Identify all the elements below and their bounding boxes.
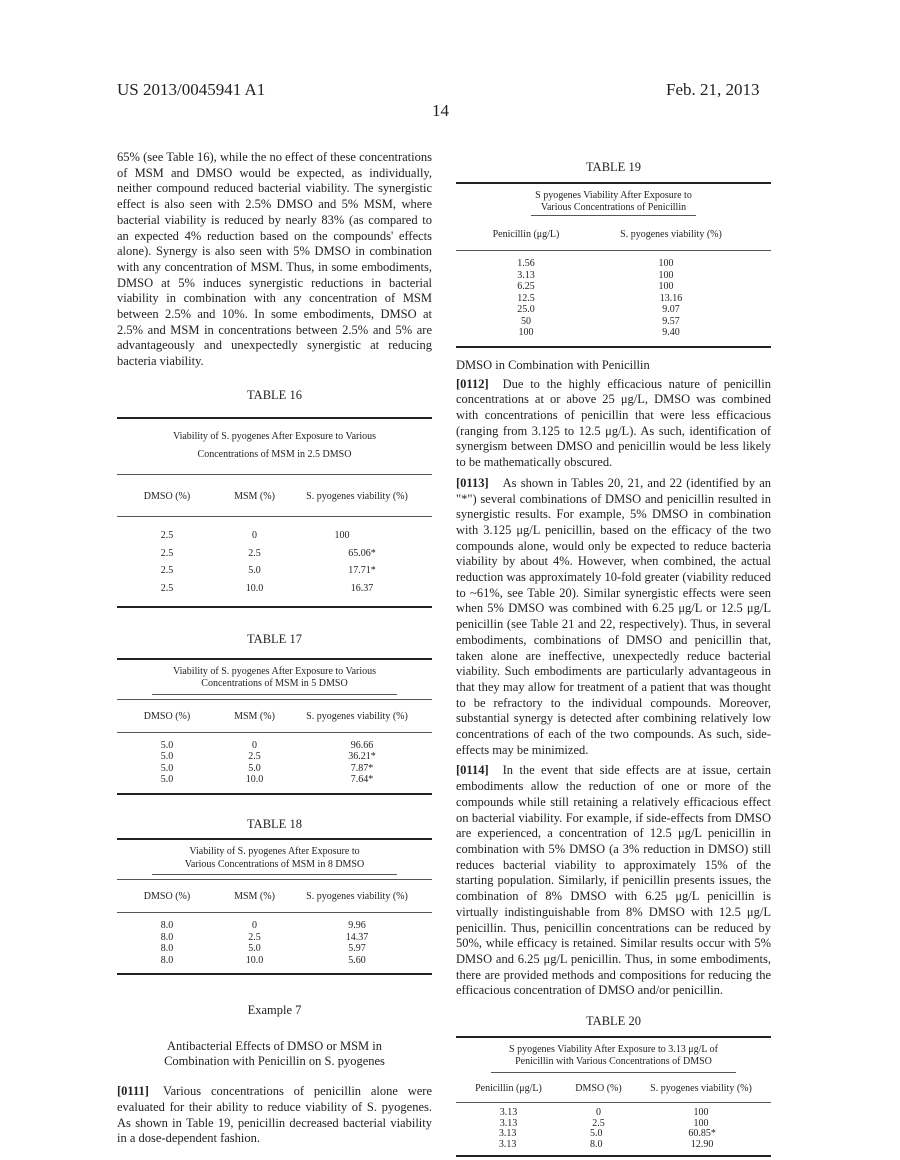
table-20	[456, 1036, 771, 1158]
table-header-row: DMSO (%) MSM (%) S. pyogenes viability (%)	[117, 474, 432, 518]
table-row: 8.0 0 9.96	[160, 920, 366, 932]
page-number: 14	[432, 101, 449, 120]
table-row: 5.0 0 96.66	[160, 739, 374, 751]
table-row: 8.0 2.5 14.37	[160, 931, 369, 943]
table-row: 3.13 5.0 60.85*	[498, 1128, 716, 1140]
table-17-caption: TABLE 17	[247, 632, 302, 647]
table-row: 25.0 9.07	[517, 304, 680, 316]
paragraph-0113: [0113] As shown in Tables 20, 21, and 22 (identified by an "*") several combinations of DMSO and penicillin resulted in synergistic results. For example, 5% DMSO in combination with 3.125 μg/L penicillin, based on the efficacy of the two compounds alone, would only be expected to reduce bacteria viability by about 4%. However, when combined, the actual reduction was approximately 10-fold greater (viability reduced to ~61%, see Table 20). Similar synergistic effects were seen when 5% DMSO was combined with 6.25 μg/L or 12.5 μg/L penicillin (see Table 21 and 22, respectively). Thus, in several embodiments, combinations of DMSO and penicillin that, taken alone are ineffective, unexpectedly reduce bacterial viability. Such embodiments are particularly advantageous in that they may allow for treatment of a patient that was thought to be refractory to the individual compounds. Moreover, substantial synergy is detected after combining relatively low concentrations of each of the two compounds. As such, side-effects may be minimized.	[456, 475, 771, 757]
table-16	[117, 417, 432, 609]
table-row: 6.25 100	[517, 281, 674, 293]
table-title: S pyogenes Viability After Exposure to 3.13 μg/L of Penicillin with Various Concentrations of DMSO	[509, 1043, 718, 1068]
table-row: 2.5 10.0 16.37	[160, 582, 374, 594]
table-18	[117, 838, 432, 975]
table-16-caption: TABLE 16	[247, 387, 302, 402]
table-row: 8.0 5.0 5.97	[160, 943, 366, 955]
table-row: 12.5 13.16	[517, 292, 683, 304]
table-19	[456, 182, 771, 348]
example-title: Antibacterial Effects of DMSO or MSM in Combination with Penicillin on S. pyogenes	[164, 1038, 385, 1069]
table-row: 5.0 10.0 7.64*	[160, 774, 374, 786]
publication-date: Feb. 21, 2013	[666, 80, 760, 99]
table-18-caption: TABLE 18	[247, 816, 302, 831]
table-header-row: Penicillin (μg/L) S. pyogenes viability (%)	[456, 216, 771, 252]
table-20-caption: TABLE 20	[586, 1014, 641, 1029]
table-title: Viability of S. pyogenes After Exposure to Various Concentrations of MSM in 2.5 DMSO	[172, 430, 377, 460]
subheading-dmso-penicillin: DMSO in Combination with Penicillin	[456, 357, 650, 372]
table-row: 2.5 2.5 65.06*	[160, 547, 376, 559]
table-row: 1.56 100	[517, 258, 674, 270]
table-row: 3.13 8.0 12.90	[498, 1138, 714, 1150]
paragraph-0114: [0114] In the event that side effects are at issue, certain embodiments allow the reduction of one or more of the compounds while still retaining a relatively efficacious effect on bacterial viability. For example, if side-effects from DMSO are experienced, a concentration of 12.5 μg/L penicillin in combination with 5% DMSO (a 3% reduction in DMSO) still reduces bacterial viability to approximately 15% of the starting population. Similarly, if penicillin presents issues, the combination of 8% DMSO with 6.25 μg/L penicillin is virtually indistinguishable from 8% DMSO with 12.5 μg/L penicillin. Thus, penicillin concentrations can be reduced by 50%, while efficacy is retained. Similar results occur with 5% DMSO and 6.25 μg/L penicillin. Thus, in some embodiments, there are provided methods and compositions for reducing the efficacious concentration of DMSO and/or penicillin.	[456, 763, 771, 998]
table-row: 8.0 10.0 5.60	[160, 954, 366, 966]
table-title: Viability of S. pyogenes After Exposure to Various Concentrations of MSM in 8 DMSO	[184, 846, 365, 870]
table-row: 5.0 2.5 36.21*	[160, 751, 376, 763]
left-column	[117, 150, 432, 1152]
patent-number: US 2013/0045941 A1	[117, 80, 266, 99]
table-row: 50 9.57	[521, 315, 680, 327]
right-column	[456, 160, 771, 1157]
table-17	[117, 658, 432, 795]
table-header-row: DMSO (%) MSM (%) S. pyogenes viability (%)	[117, 879, 432, 913]
table-row: 3.13 100	[517, 269, 674, 281]
paragraph-continued: 65% (see Table 16), while the no effect of these concentrations of MSM and DMSO would be expected, as individually, neither compound reduced bacterial viability. The synergistic effect is also seen with 2.5% DMSO and 5% MSM, where bacterial viability is reduced by nearly 83% (as compared to an expected 4% reduction based on the compounds' effects alone). Synergy is also seen with 5% DMSO in combination with any concentration of MSM. Thus, in some embodiments, DMSO at 5% induces synergistic reductions in bacterial viability in combination with any concentration of MSM between 2.5% and 10%. In some embodiments, DMSO at 2.5% and MSM in concentrations between 2.5% and 5% are advantageously and unexpectedly synergistic at reducing bacteria viability.	[117, 150, 432, 369]
table-row: 2.5 5.0 17.71*	[160, 565, 376, 577]
table-row: 100 9.40	[518, 327, 680, 339]
table-19-caption: TABLE 19	[586, 160, 641, 174]
table-row: 3.13 2.5 100	[499, 1117, 709, 1129]
paragraph-0111: [0111] Various concentrations of penicillin alone were evaluated for their ability to reduce viability of S. pyogenes. As shown in Table 19, penicillin decreased bacterial viability in a dose-dependent fashion.	[117, 1084, 432, 1146]
table-header-row: Penicillin (μg/L) DMSO (%) S. pyogenes viability (%)	[456, 1073, 771, 1104]
table-row: 5.0 5.0 7.87*	[160, 762, 374, 774]
paragraph-0112: [0112] Due to the highly efficacious nature of penicillin concentrations at or above 25 μg/L, DMSO was combined with concentrations of penicillin that were less efficacious (ranging from 3.125 to 12.5 μg/L). As such, identification of synergism between DMSO and penicillin would be less likely to be mathematically obscured.	[456, 376, 771, 470]
table-row: 3.13 0 100	[499, 1107, 709, 1119]
table-row: 2.5 0 100	[160, 530, 350, 542]
table-header-row: DMSO (%) MSM (%) S. pyogenes viability (%)	[117, 699, 432, 733]
table-title: Viability of S. pyogenes After Exposure to Various Concentrations of MSM in 5 DMSO	[172, 665, 377, 690]
table-title: S pyogenes Viability After Exposure to Various Concentrations of Penicillin	[535, 189, 692, 214]
example-label: Example 7	[247, 1003, 302, 1018]
